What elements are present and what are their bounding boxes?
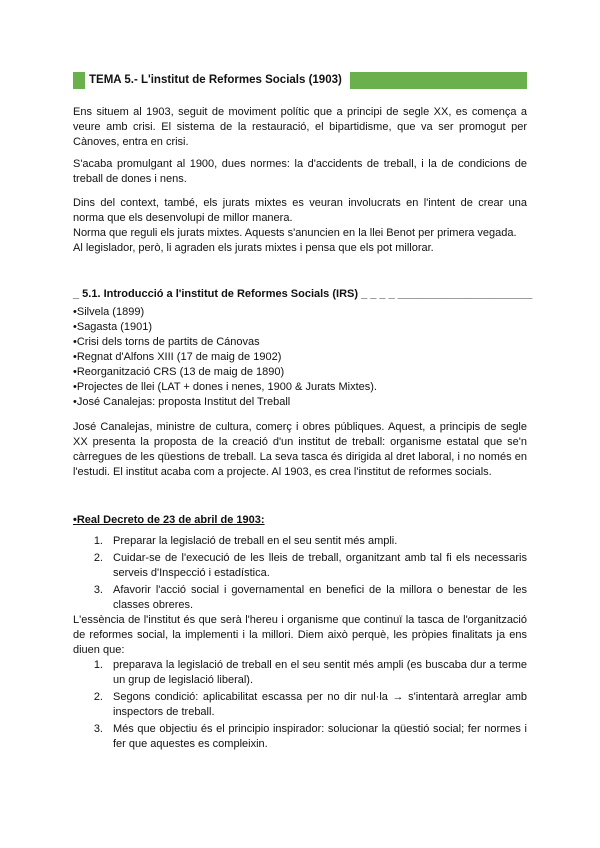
- list-text: Més que objectiu és el principio inspirador: solucionar la qüestió social; fer normes i fer que aquestes es compleixin.: [113, 723, 527, 750]
- list-text: Cuidar-se de l'execució de les lleis de treball, organitzant amb tal fi els necessaris serveis d'Inspecció i estadística.: [113, 552, 527, 579]
- list-item: [73, 722, 527, 752]
- list-item: [73, 551, 527, 581]
- list-item: [73, 690, 527, 720]
- list-text: preparava la legislació de treball en el seu sentit més ampli (es buscaba dur a terme un grup de legislació liberal).: [113, 659, 527, 686]
- list-number: 3.: [93, 723, 103, 735]
- list-item: •Reorganització CRS (13 de maig de 1890): [73, 366, 285, 378]
- list-number: 2.: [93, 552, 103, 564]
- list-number: 1.: [93, 535, 103, 547]
- list-item: •Sagasta (1901): [73, 321, 153, 333]
- decree-list: [73, 534, 527, 615]
- essence-paragraph: L'essència de l'institut és que serà l'hereu i organisme que continuï la tasca de l'organització de reformes social, la implementi i la millori. Diem això perquè, les pròpies finalitats ja ens diuen que:: [73, 614, 527, 656]
- intro-paragraph-2: S'acaba promulgant al 1900, dues normes: la d'accidents de treball, i la de condicions de treball de dones i nens.: [73, 158, 527, 185]
- list-text: Afavorir l'acció social i governamental en benefici de la millora o benestar de les classes obreres.: [113, 584, 527, 611]
- list-item: [73, 534, 527, 549]
- list-number: 1.: [93, 659, 103, 671]
- intro-paragraph-4: Norma que reguli els jurats mixtes. Aquests s'anuncien en la llei Benot per primera vegada.: [73, 227, 517, 239]
- intro-paragraph-1: Ens situem al 1903, seguit de moviment polític que a principi de segle XX, es comença a veure amb crisi. El sistema de la restauració, el bipartidisme, que va ser promogut per Cànoves, entra en crisi.: [73, 106, 527, 148]
- list-item: •Crisi dels torns de partits de Cánovas: [73, 336, 260, 348]
- final-list: [73, 658, 527, 754]
- decree-heading: •Real Decreto de 23 de abril de 1903:: [73, 514, 265, 526]
- list-item: [73, 658, 527, 688]
- list-number: 2.: [93, 691, 103, 703]
- page-title: TEMA 5.- L'institut de Reformes Socials (1903): [89, 74, 342, 86]
- bullet-list: [73, 305, 527, 410]
- list-item: •Projectes de llei (LAT + dones i nenes, 1900 & Jurats Mixtes).: [73, 381, 377, 393]
- list-number: 3.: [93, 584, 103, 596]
- list-item: •Silvela (1899): [73, 306, 145, 318]
- list-item: •José Canalejas: proposta Institut del Treball: [73, 396, 291, 408]
- list-item: [73, 583, 527, 613]
- title-bar: [73, 72, 527, 89]
- title-accent-right: [350, 72, 527, 89]
- canalejas-paragraph: José Canalejas, ministre de cultura, comerç i obres públiques. Aquest, a principis de segle XX presenta la proposta de la creació d'un institut de treball: organisme estatal que se'n càrregues de les qüestions de treball. La seva tasca és dirigida al dret laboral, i no només en l'estudi. El institut acaba com a projecte. Al 1903, es crea l'institut de reformes socials.: [73, 421, 527, 478]
- section-heading: _ 5.1. Introducció a l'institut de Reformes Socials (IRS) _ _ _ _ ______________________: [73, 288, 533, 300]
- list-text: Preparar la legislació de treball en el seu sentit més ampli.: [113, 535, 398, 547]
- intro-paragraph-5: Al legislador, però, li agraden els jurats mixtes i pensa que els pot millorar.: [73, 242, 434, 254]
- list-text: Segons condició: aplicabilitat escassa per no dir nul·la → s'intentarà arreglar amb inspectors de treball.: [113, 691, 527, 718]
- list-item: •Regnat d'Alfons XIII (17 de maig de 1902): [73, 351, 282, 363]
- title-accent-left: [73, 72, 85, 89]
- intro-paragraph-3: Dins del context, també, els jurats mixtes es veuran involucrats en l'intent de crear una norma que els desenvolupi de millor manera.: [73, 197, 527, 224]
